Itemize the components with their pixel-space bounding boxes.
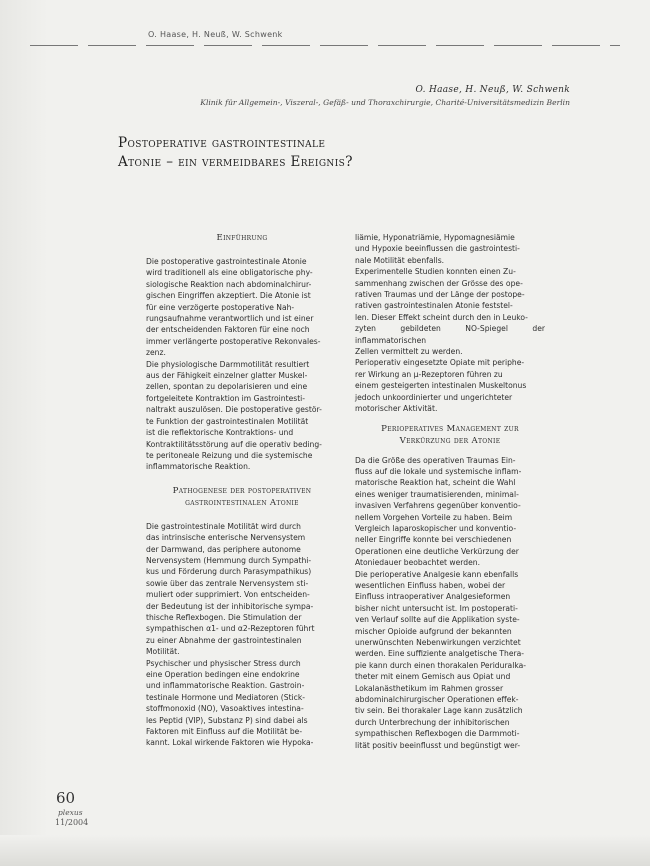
section-heading-pathogenesis: Pathogenese der postoperativen gastrointestinalen Atonie	[172, 485, 312, 508]
section-heading-management: Perioperatives Management zur Verkürzung der Atonie	[381, 423, 519, 446]
page-number: 60	[56, 789, 76, 807]
header-divider	[30, 45, 620, 46]
section-heading-introduction: Einführung	[216, 233, 268, 243]
journal-issue: 11/2004	[55, 818, 89, 827]
body-paragraph: Perioperativ eingesetzte Opiate mit periphe- rer Wirkung an μ-Rezeptoren führen zu einem gesteigerten intestinalen Muskeltonus jedoch unkoordinierter und ungerichteter motorischer Aktivität.	[355, 358, 527, 414]
running-head: O. Haase, H. Neuß, W. Schwenk	[148, 30, 283, 39]
article-title	[118, 134, 448, 172]
journal-name: plexus	[58, 808, 83, 817]
article-affiliation: Klinik für Allgemein-, Viszeral-, Gefäß- und Thoraxchirurgie, Charité-Universitätsmedizin Berlin	[200, 98, 570, 107]
article-title-line-2: Atonie – ein vermeidbares Ereignis?	[118, 154, 353, 170]
article-authors: O. Haase, H. Neuß, W. Schwenk	[415, 85, 570, 95]
body-paragraph: Die postoperative gastrointestinale Atonie wird traditionell als eine obligatorische phy- siologische Reaktion nach abdominalchirur- gischen Eingriffen akzeptiert. Die Atonie ist für eine verzögerte postoperative Nah- rungsaufnahme verantwortlich und ist einer der entscheidenden Faktoren für eine noch immer verlängerte postoperative Rekonvales- zenz.	[146, 257, 321, 358]
body-paragraph: Psychischer und physischer Stress durch eine Operation bedingen eine endokrine und inflammatorische Reaktion. Gastroin- testinale Hormone und Mediatoren (Stick- stoffmonoxid (NO), Vasoaktives intestina- les Peptid (VIP), Substanz P) sind dabei als Faktoren mit Einfluss auf die Motilität be- kannt. Lokal wirkende Faktoren wie Hypoka-	[146, 658, 314, 748]
body-paragraph: Die gastrointestinale Motilität wird durch das intrinsische enterische Nervensystem der Darmwand, das periphere autonome Nervensystem (Hemmung durch Sympathi- kus und Förderung durch Parasympathikus) sowie über das zentrale Nervensystem sti- muliert oder supprimiert. Von entscheiden- der Bedeutung ist der inhibitorische sympa- thische Reflexbogen. Die Stimulation der sympathischen α1- und α2-Rezeptoren führt zu einer Abnahme der gastrointestinalen Motilität.	[146, 521, 315, 657]
body-paragraph: Die perioperative Analgesie kann ebenfalls wesentlichen Einfluss haben, wobei der Einfluss intraoperativer Analgesieformen bisher nicht untersucht ist. Im postoperati- ven Verlauf sollte auf die Applikation syste- mischer Opioide aufgrund der bekannten unerwünschten Nebenwirkungen verzichtet werden. Eine suffiziente analgetische Thera- pie kann durch einen thorakalen Periduralka- theter mit einem Gemisch aus Opiat und Lokalanästhetikum im Rahmen grosser abdominalchirurgischer Operationen effek- tiv sein. Bei thorakaler Lage kann zusätzlich durch Unterbrechung der inhibitorischen sympathischen Reflexbogen die Darmmoti- lität positiv beeinflusst und begünstigt wer-	[355, 569, 526, 750]
body-paragraph: Die physiologische Darmmotilität resultiert aus der Fähigkeit einzelner glatter Muskel- zellen, spontan zu depolarisieren und eine fortgeleitete Kontraktion im Gastrointesti- naltrakt auszulösen. Die postoperative gestör- te Funktion der gastrointestinalen Motilität ist die reflektorische Kontraktions- und Kontraktilitätsstörung auf die operativ beding- te peritoneale Reizung und die systemische inflammatorische Reaktion.	[146, 359, 322, 472]
page-fold-shadow	[0, 0, 48, 866]
body-paragraph: Experimentelle Studien konnten einen Zu- sammenhang zwischen der Grösse des ope- rativen Traumas und der Länge der postope- rativen gastrointestinalen Atonie feststel- len. Dieser Effekt scheint durch den in Leuko- zyten gebildeten NO-Spiegel der inflammatorischen Zellen vermittelt zu werden.	[355, 267, 545, 357]
body-paragraph: Da die Größe des operativen Traumas Ein- fluss auf die lokale und systemische inflam- matorische Reaktion hat, scheint die Wahl eines weniger traumatisierenden, minimal- invasiven Verfahrens gegenüber konventio- nellem Vorgehen Vorteile zu haben. Beim Vergleich laparoskopischer und konventio- neller Eingriffe konnte bei verschiedenen Operationen eine deutliche Verkürzung der Atoniedauer beobachtet werden.	[355, 455, 522, 568]
article-title-line-1: Postoperative gastrointestinale	[118, 135, 326, 151]
right-text-column	[355, 232, 545, 751]
body-paragraph: liämie, Hyponatriämie, Hypomagnesiämie und Hypoxie beeinflussen die gastrointesti- nale Motilität ebenfalls.	[355, 233, 520, 265]
left-text-column	[146, 232, 338, 749]
page-bottom-shadow	[0, 835, 650, 866]
